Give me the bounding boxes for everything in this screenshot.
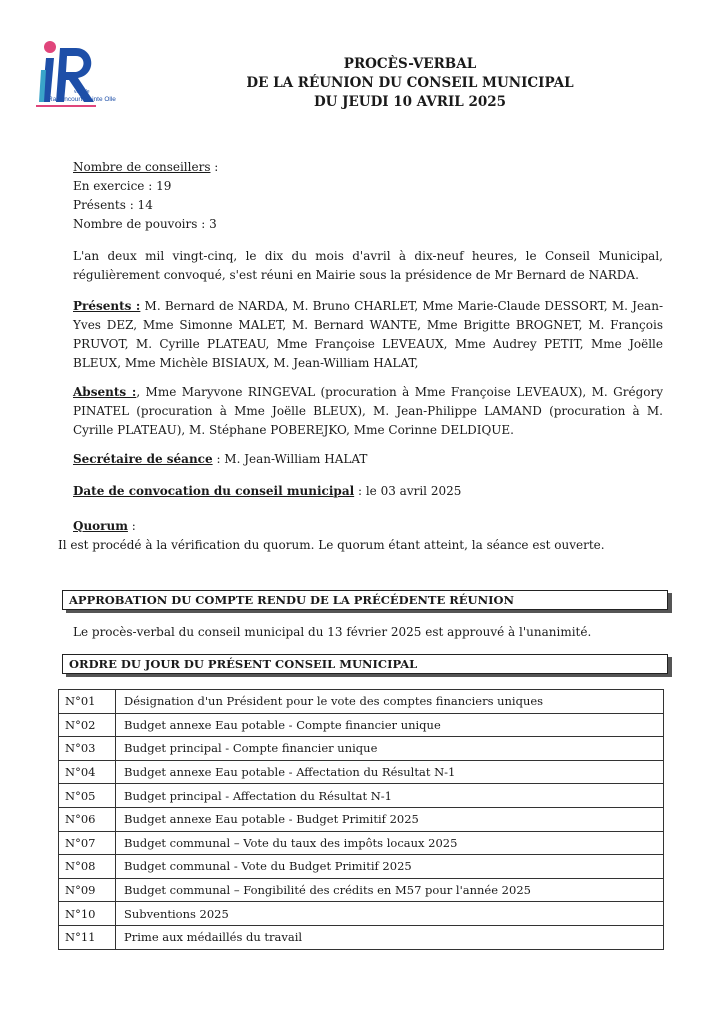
agenda-label: Prime aux médaillés du travail <box>116 925 664 949</box>
agenda-row <box>59 878 664 902</box>
logo-mark-icon <box>36 40 146 140</box>
agenda-label: Budget principal - Affectation du Résultat N-1 <box>116 784 664 808</box>
convocation-line <box>73 482 663 501</box>
agenda-row <box>59 925 664 949</box>
quorum-text: Il est procédé à la vérification du quorum. Le quorum étant atteint, la séance est ouverte. <box>58 538 605 552</box>
presents-paragraph <box>73 297 663 373</box>
agenda-row <box>59 807 664 831</box>
agenda-row <box>59 737 664 761</box>
agenda-number: N°08 <box>59 855 116 879</box>
agenda-label: Désignation d'un Président pour le vote des comptes financiers uniques <box>116 690 664 714</box>
agenda-row <box>59 855 664 879</box>
agenda-label: Budget communal – Fongibilité des crédits en M57 pour l'année 2025 <box>116 878 664 902</box>
agenda-number: N°04 <box>59 760 116 784</box>
agenda-label: Budget annexe Eau potable - Budget Primitif 2025 <box>116 807 664 831</box>
secretaire-line <box>73 450 663 469</box>
agenda-number: N°06 <box>59 807 116 831</box>
absents-text: , Mme Maryvone RINGEVAL (procuration à Mme Françoise LEVEAUX), M. Grégory PINATEL (procuration à Mme Joëlle BLEUX), M. Jean-Philippe LAMAND (procuration à M. Cyrille PLATEAU), M. Stéphane POBEREJKO, Mme Corinne DELDIQUE. <box>73 385 663 437</box>
secretaire-text: : M. Jean-William HALAT <box>212 452 368 466</box>
agenda-label: Budget communal – Vote du taux des impôts locaux 2025 <box>116 831 664 855</box>
agenda-row <box>59 784 664 808</box>
approbation-section-title: APPROBATION DU COMPTE RENDU DE LA PRÉCÉDENTE RÉUNION <box>62 590 668 610</box>
secretaire-label: Secrétaire de séance <box>73 452 213 466</box>
agenda-table <box>58 689 664 950</box>
document-title <box>220 55 600 112</box>
logo-caption-top: ville de <box>74 89 90 95</box>
counts-title: Nombre de conseillers <box>73 160 211 174</box>
absents-paragraph <box>73 383 663 440</box>
intro-text: L'an deux mil vingt-cinq, le dix du mois d'avril à dix-neuf heures, le Conseil Municipal, régulièrement convoqué, s'est réuni en Mairie sous la présidence de Mr Bernard de NARDA. <box>73 249 663 282</box>
agenda-number: N°05 <box>59 784 116 808</box>
title-line-1: PROCÈS-VERBAL <box>343 56 477 72</box>
agenda-number: N°11 <box>59 925 116 949</box>
quorum-block <box>73 517 663 536</box>
agenda-row <box>59 902 664 926</box>
agenda-label: Budget annexe Eau potable - Affectation du Résultat N-1 <box>116 760 664 784</box>
agenda-number: N°10 <box>59 902 116 926</box>
agenda-row <box>59 690 664 714</box>
quorum-label: Quorum <box>73 519 128 533</box>
municipal-logo <box>36 40 146 140</box>
counts-pouvoirs: Nombre de pouvoirs : 3 <box>73 217 217 231</box>
absents-label: Absents : <box>73 385 137 399</box>
counts-block <box>73 158 663 234</box>
presents-text: M. Bernard de NARDA, M. Bruno CHARLET, Mme Marie-Claude DESSORT, M. Jean-Yves DEZ, Mme Simonne MALET, M. Bernard WANTE, Mme Brigitte BROGNET, M. François PRUVOT, M. Cyrille PLATEAU, Mme Françoise LEVEAUX, Mme Audrey PETIT, Mme Joëlle BLEUX, Mme Michèle BISIAUX, M. Jean-William HALAT, <box>73 299 663 370</box>
agenda-row <box>59 760 664 784</box>
title-line-2: DE LA RÉUNION DU CONSEIL MUNICIPAL <box>246 75 574 91</box>
agenda-number: N°01 <box>59 690 116 714</box>
agenda-section-title: ORDRE DU JOUR DU PRÉSENT CONSEIL MUNICIPAL <box>62 654 668 674</box>
logo-caption: Raillencourt Sainte Olle <box>48 96 116 103</box>
convocation-text: : le 03 avril 2025 <box>354 484 462 498</box>
agenda-label: Budget annexe Eau potable - Compte financier unique <box>116 713 664 737</box>
counts-presents: Présents : 14 <box>73 198 153 212</box>
convocation-label: Date de convocation du conseil municipal <box>73 484 355 498</box>
title-line-3: DU JEUDI 10 AVRIL 2025 <box>313 94 507 110</box>
agenda-number: N°02 <box>59 713 116 737</box>
agenda-number: N°03 <box>59 737 116 761</box>
counts-title-suffix: : <box>210 160 219 174</box>
intro-paragraph <box>73 247 663 285</box>
agenda-label: Budget communal - Vote du Budget Primitif 2025 <box>116 855 664 879</box>
quorum-suffix: : <box>127 519 136 533</box>
presents-label: Présents : <box>73 299 141 313</box>
agenda-label: Subventions 2025 <box>116 902 664 926</box>
agenda-row <box>59 713 664 737</box>
approbation-text: Le procès-verbal du conseil municipal du 13 février 2025 est approuvé à l'unanimité. <box>73 625 592 639</box>
counts-exercice: En exercice : 19 <box>73 179 172 193</box>
agenda-number: N°09 <box>59 878 116 902</box>
agenda-label: Budget principal - Compte financier unique <box>116 737 664 761</box>
agenda-row <box>59 831 664 855</box>
agenda-number: N°07 <box>59 831 116 855</box>
